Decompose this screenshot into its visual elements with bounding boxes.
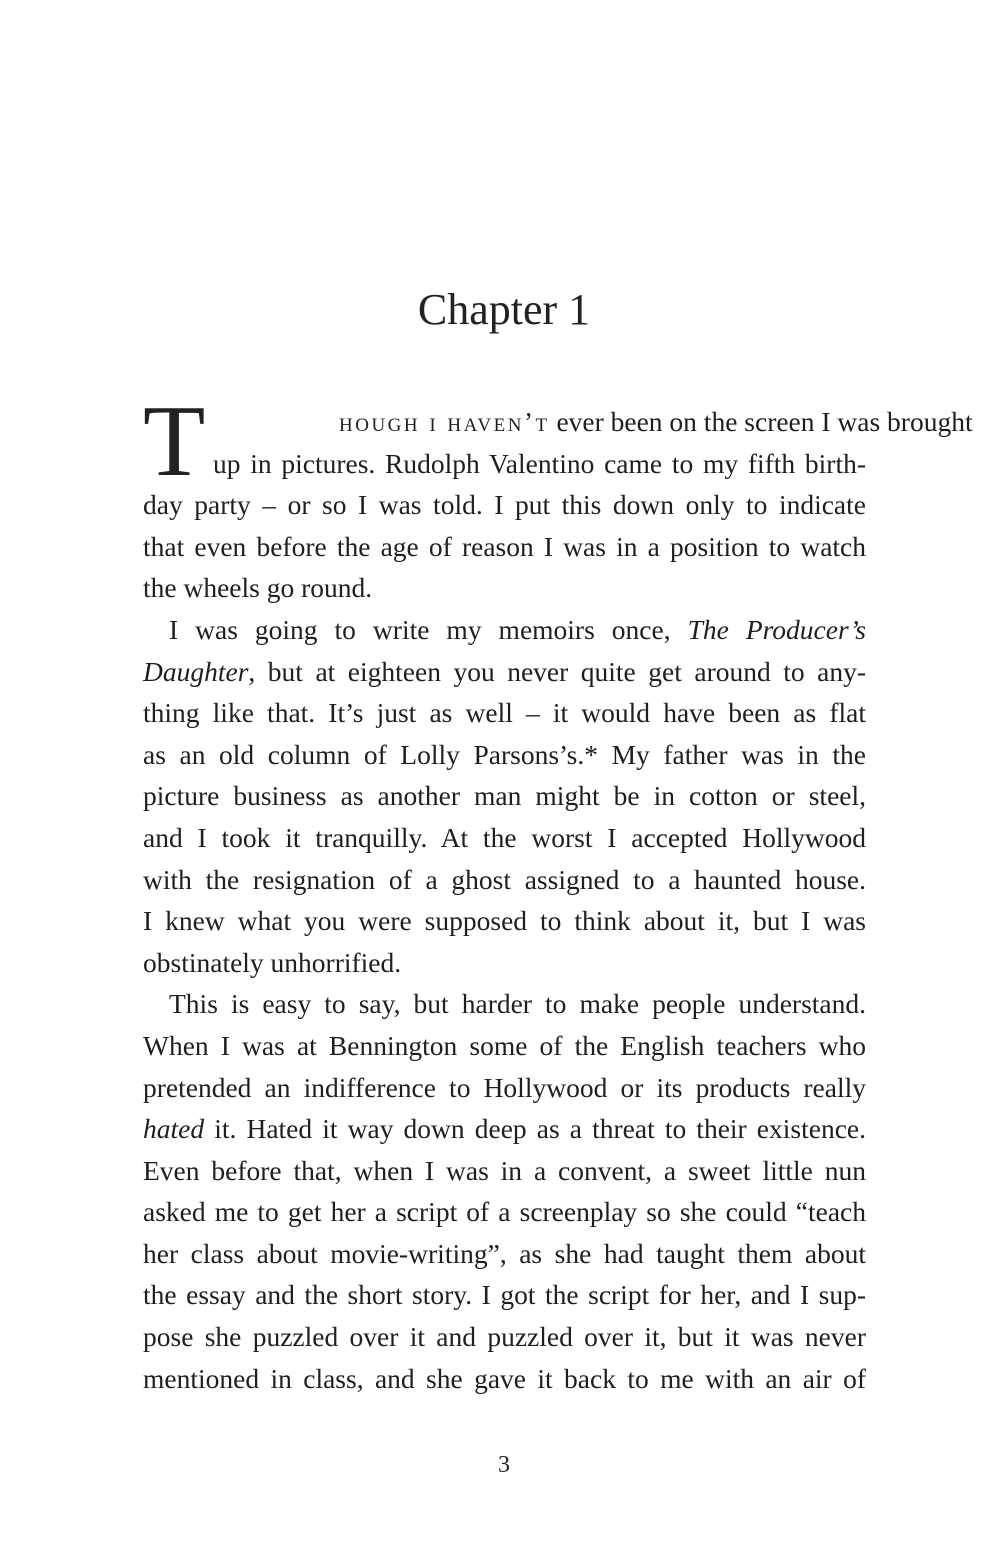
paragraph3-line9: pose she puzzled over it and puzzled over it, but it was never	[143, 1321, 866, 1353]
opening-smallcaps: hough i haven’t	[339, 407, 550, 437]
page-number: 3	[498, 1452, 510, 1478]
paragraph3-line3: pretended an indifference to Hollywood or its products really	[143, 1071, 866, 1103]
paragraph2-line3: thing like that. It’s just as well – it would have been as flat	[143, 697, 866, 729]
hated-italic: hated	[143, 1113, 205, 1145]
paragraph2-line1-text: I was going to write my memoirs once,	[169, 613, 688, 645]
paragraph1-line1	[143, 401, 973, 443]
paragraph2-line8: I knew what you were supposed to think about it, but I was	[143, 905, 866, 937]
paragraph3-line4-text: it. Hated it way down deep as a threat to their existence.	[204, 1113, 866, 1145]
paragraph2-line7: with the resignation of a ghost assigned to a haunted house.	[143, 863, 866, 895]
paragraph2-line1	[143, 609, 866, 651]
paragraph1-line3: day party – or so I was told. I put this down only to indicate	[143, 489, 866, 521]
paragraph3-line1: This is easy to say, but harder to make people understand.	[169, 988, 866, 1020]
paragraph2-line6: and I took it tranquilly. At the worst I accepted Hollywood	[143, 821, 866, 853]
paragraph2-line4: as an old column of Lolly Parsons’s.* My father was in the	[143, 738, 866, 770]
paragraph2-line5: picture business as another man might be in cotton or steel,	[143, 780, 866, 812]
paragraph1-line4: that even before the age of reason I was in a position to watch	[143, 530, 866, 562]
paragraph2-line2	[143, 651, 866, 693]
paragraph3-line7: her class about movie-writing”, as she had taught them about	[143, 1237, 866, 1269]
paragraph3-line2: When I was at Bennington some of the English teachers who	[143, 1029, 866, 1061]
paragraph3-line4	[143, 1108, 866, 1150]
paragraph1-line5: the wheels go round.	[143, 572, 373, 604]
book-title-italic: The Producer’s	[687, 613, 866, 645]
paragraph1-line1-text: ever been on the screen I was brought	[549, 406, 973, 437]
drop-cap: T	[143, 385, 206, 498]
body-text	[143, 385, 973, 1399]
paragraph3-line5: Even before that, when I was in a convent, a sweet little nun	[143, 1154, 866, 1186]
chapter-title: Chapter 1	[417, 285, 591, 334]
paragraph2-line2-text: , but at eighteen you never quite get around to any-	[248, 655, 866, 687]
book-title-italic-cont: Daughter	[143, 655, 249, 687]
paragraph2-line9: obstinately unhorrified.	[143, 946, 402, 978]
paragraph3-line10: mentioned in class, and she gave it back to me with an air of	[143, 1362, 866, 1394]
paragraph1-line2: up in pictures. Rudolph Valentino came to my fifth birth-	[213, 447, 866, 479]
paragraph3-line6: asked me to get her a script of a screenplay so she could “teach	[143, 1196, 866, 1228]
paragraph3-line8: the essay and the short story. I got the script for her, and I sup-	[143, 1279, 866, 1311]
